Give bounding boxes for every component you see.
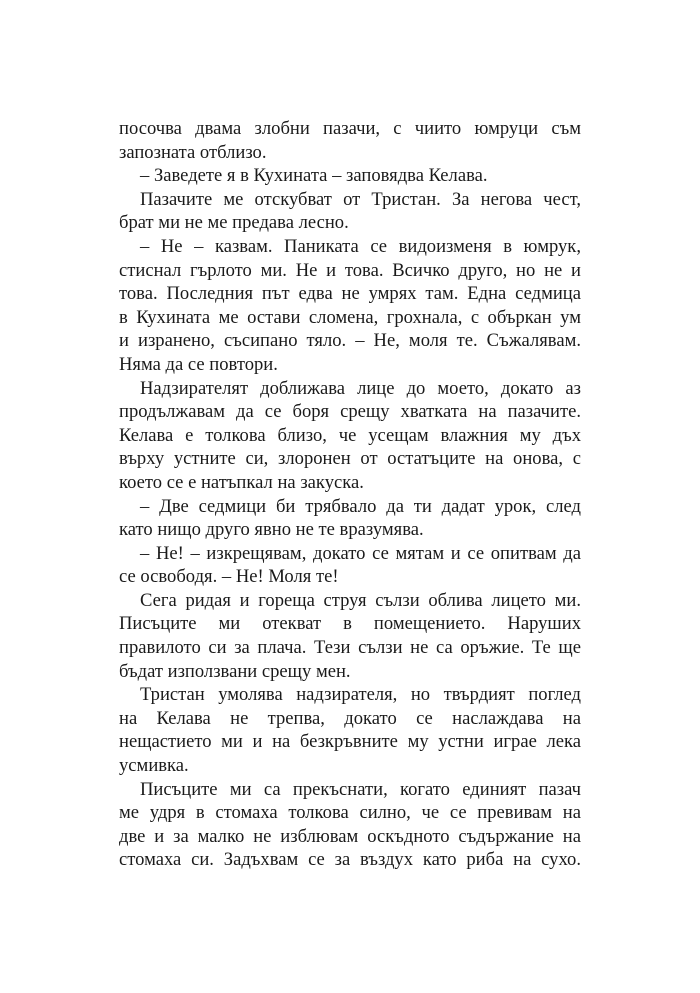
text-line: като нищо друго явно не те вразумява. (119, 519, 424, 541)
text-line: брат ми не ме предава лесно. (119, 212, 349, 234)
text-line: на Келава не трепва, докато се наслаждава на (119, 707, 581, 729)
text-line: посочва двама злобни пазачи, с чиито юмруци съм (119, 118, 581, 139)
text-line: нещастието ми и на безкръвните му устни играе лека (119, 731, 581, 753)
text-line: Келава е толкова близо, че усещам влажния му дъх (119, 424, 581, 446)
text-line: две и за малко не изблювам оскъдното съдържание на (119, 825, 581, 847)
text-line: стиснал гърлото ми. Не и това. Всичко друго, но не и (119, 259, 581, 281)
text-line: Писъците ми са прекъснати, когато единият пазач (140, 778, 581, 800)
text-line: Надзирателят доближава лице до моето, докато аз (140, 377, 581, 399)
text-line: – Заведете я в Кухината – заповядва Келава. (140, 165, 488, 187)
text-line: и изранено, съсипано тяло. – Не, моля те. Съжалявам. (119, 330, 581, 352)
text-line: Писъците ми отекват в помещението. Наруших (119, 613, 581, 635)
text-line: това. Последния път едва не умрях там. Една седмица (119, 283, 581, 305)
text-line: в Кухината ме остави сломена, грохнала, с объркан ум (119, 306, 581, 328)
text-line: запозната отблизо. (119, 141, 267, 163)
text-line: бъдат използвани срещу мен. (119, 660, 351, 682)
text-line: усмивка. (119, 755, 189, 777)
page-body-text (119, 117, 581, 872)
text-line: Пазачите ме отскубват от Тристан. За негова чест, (140, 188, 581, 210)
text-line: ме удря в стомаха толкова силно, че се превивам на (119, 802, 581, 824)
text-line: продължавам да се боря срещу хватката на пазачите. (119, 401, 581, 423)
text-line: – Две седмици би трябвало да ти дадат урок, след (140, 495, 581, 517)
text-line: стомаха си. Задъхвам се за въздух като риба на сухо. (119, 849, 581, 871)
text-line: се освободя. – Не! Моля те! (119, 566, 339, 588)
text-line: Тристан умолява надзирателя, но твърдият поглед (140, 684, 581, 706)
text-line: – Не – казвам. Паниката се видоизменя в юмрук, (140, 235, 581, 257)
text-line: Сега ридая и гореща струя сълзи облива лицето ми. (140, 589, 581, 611)
text-line: правилото си за плача. Тези сълзи не са оръжие. Те ще (119, 637, 581, 659)
text-line: Няма да се повтори. (119, 353, 278, 375)
text-line: което се е натъпкал на закуска. (119, 471, 364, 493)
text-line: върху устните си, злоронен от остатъците на онова, с (119, 448, 581, 470)
text-line: – Не! – изкрещявам, докато се мятам и се опитвам да (140, 542, 581, 564)
